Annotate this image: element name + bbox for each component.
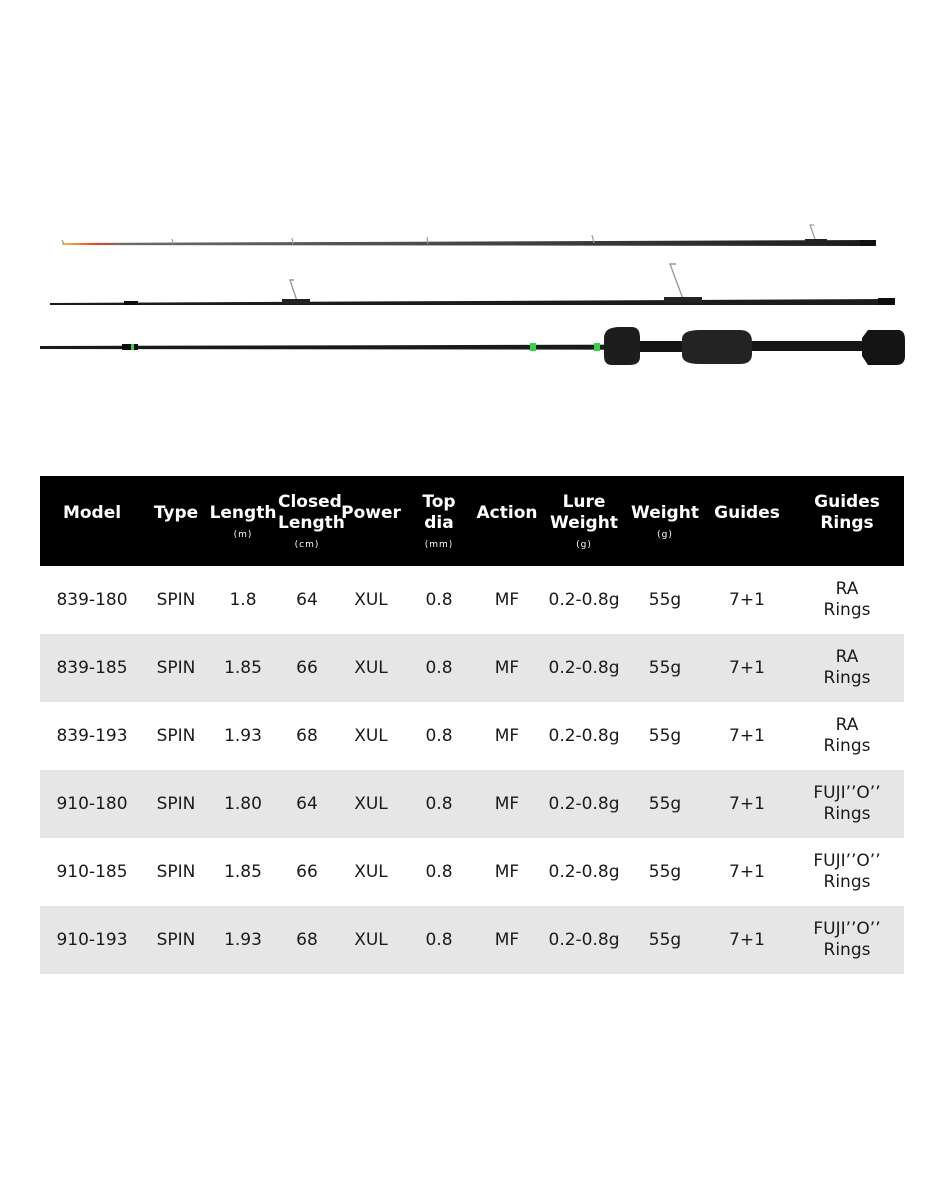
header-top-dia: Top dia (mm) — [422, 492, 456, 550]
cell-power: XUL — [354, 861, 388, 882]
header-model: Model — [62, 502, 122, 523]
rod-middle-section — [50, 264, 895, 305]
cell-guides: 7+1 — [729, 861, 765, 882]
cell-guides: 7+1 — [729, 929, 765, 950]
table-row — [40, 838, 904, 906]
cell-type: SPIN — [156, 725, 196, 746]
cell-action: MF — [494, 793, 520, 814]
cell-action: MF — [494, 861, 520, 882]
cell-power: XUL — [354, 793, 388, 814]
header-guides-rings: Guides Rings — [814, 492, 880, 533]
cell-weight: 55g — [648, 929, 682, 950]
spec-table — [40, 476, 904, 974]
cell-model: 839-193 — [56, 725, 128, 746]
cell-lure-weight: 0.2-0.8g — [548, 725, 620, 746]
cell-power: XUL — [354, 589, 388, 610]
header-weight: Weight (g) — [631, 502, 699, 540]
cell-guides-rings — [790, 906, 904, 974]
cell-length: 1.93 — [224, 725, 262, 746]
cell-action: MF — [494, 657, 520, 678]
cell-length: 1.85 — [224, 657, 262, 678]
rings-line-2: Rings — [823, 736, 871, 756]
cell-power: XUL — [354, 657, 388, 678]
rings-line-1: RA — [835, 579, 859, 599]
cell-closed-length: 68 — [296, 725, 318, 746]
cell-closed-length: 64 — [296, 793, 318, 814]
cell-guides-rings — [790, 634, 904, 702]
table-row — [40, 566, 904, 634]
cell-lure-weight: 0.2-0.8g — [548, 929, 620, 950]
cell-guides: 7+1 — [729, 725, 765, 746]
header-length: Length (m) — [209, 502, 277, 540]
cell-type: SPIN — [156, 657, 196, 678]
cell-lure-weight: 0.2-0.8g — [548, 657, 620, 678]
cell-type: SPIN — [156, 589, 196, 610]
cell-top-dia: 0.8 — [425, 793, 453, 814]
cell-guides: 7+1 — [729, 589, 765, 610]
cell-weight: 55g — [648, 589, 682, 610]
cell-guides-rings — [790, 702, 904, 770]
cell-lure-weight: 0.2-0.8g — [548, 589, 620, 610]
cell-top-dia: 0.8 — [425, 589, 453, 610]
table-row — [40, 702, 904, 770]
cell-guides-rings — [790, 770, 904, 838]
cell-action: MF — [494, 589, 520, 610]
cell-guides-rings — [790, 838, 904, 906]
cell-closed-length: 66 — [296, 861, 318, 882]
cell-weight: 55g — [648, 725, 682, 746]
rod-butt-section — [40, 327, 905, 365]
cell-model: 839-180 — [56, 589, 128, 610]
table-row — [40, 770, 904, 838]
header-power: Power — [341, 502, 401, 523]
cell-length: 1.93 — [224, 929, 262, 950]
rings-line-1: FUJI’’O’’ — [813, 919, 881, 939]
header-closed-length: Closed Length (cm) — [278, 492, 345, 550]
rings-line-2: Rings — [823, 804, 871, 824]
cell-top-dia: 0.8 — [425, 861, 453, 882]
cell-power: XUL — [354, 725, 388, 746]
header-type: Type — [153, 502, 199, 523]
cell-length: 1.8 — [229, 589, 257, 610]
rings-line-2: Rings — [823, 940, 871, 960]
cell-length: 1.85 — [224, 861, 262, 882]
cell-closed-length: 68 — [296, 929, 318, 950]
cell-type: SPIN — [156, 861, 196, 882]
rings-line-1: FUJI’’O’’ — [813, 783, 881, 803]
table-header-row — [40, 476, 904, 566]
cell-action: MF — [494, 929, 520, 950]
cell-weight: 55g — [648, 861, 682, 882]
cell-model: 910-180 — [56, 793, 128, 814]
cell-length: 1.80 — [224, 793, 262, 814]
fishing-rod-image — [0, 210, 944, 380]
cell-type: SPIN — [156, 929, 196, 950]
table-row — [40, 906, 904, 974]
cell-type: SPIN — [156, 793, 196, 814]
rings-line-1: FUJI’’O’’ — [813, 851, 881, 871]
cell-guides: 7+1 — [729, 793, 765, 814]
cell-guides-rings — [790, 566, 904, 634]
rod-tip-section — [62, 225, 876, 246]
rings-line-1: RA — [835, 647, 859, 667]
header-guides: Guides — [714, 502, 780, 523]
header-action: Action — [476, 502, 538, 523]
cell-model: 910-193 — [56, 929, 128, 950]
cell-guides: 7+1 — [729, 657, 765, 678]
cell-closed-length: 64 — [296, 589, 318, 610]
cell-model: 839-185 — [56, 657, 128, 678]
rings-line-2: Rings — [823, 600, 871, 620]
cell-lure-weight: 0.2-0.8g — [548, 793, 620, 814]
cell-model: 910-185 — [56, 861, 128, 882]
cell-lure-weight: 0.2-0.8g — [548, 861, 620, 882]
cell-weight: 55g — [648, 793, 682, 814]
header-lure-weight: Lure Weight (g) — [550, 492, 618, 550]
cell-top-dia: 0.8 — [425, 929, 453, 950]
table-row — [40, 634, 904, 702]
rings-line-1: RA — [835, 715, 859, 735]
cell-top-dia: 0.8 — [425, 725, 453, 746]
rings-line-2: Rings — [823, 668, 871, 688]
cell-weight: 55g — [648, 657, 682, 678]
cell-action: MF — [494, 725, 520, 746]
rings-line-2: Rings — [823, 872, 871, 892]
cell-power: XUL — [354, 929, 388, 950]
cell-top-dia: 0.8 — [425, 657, 453, 678]
cell-closed-length: 66 — [296, 657, 318, 678]
